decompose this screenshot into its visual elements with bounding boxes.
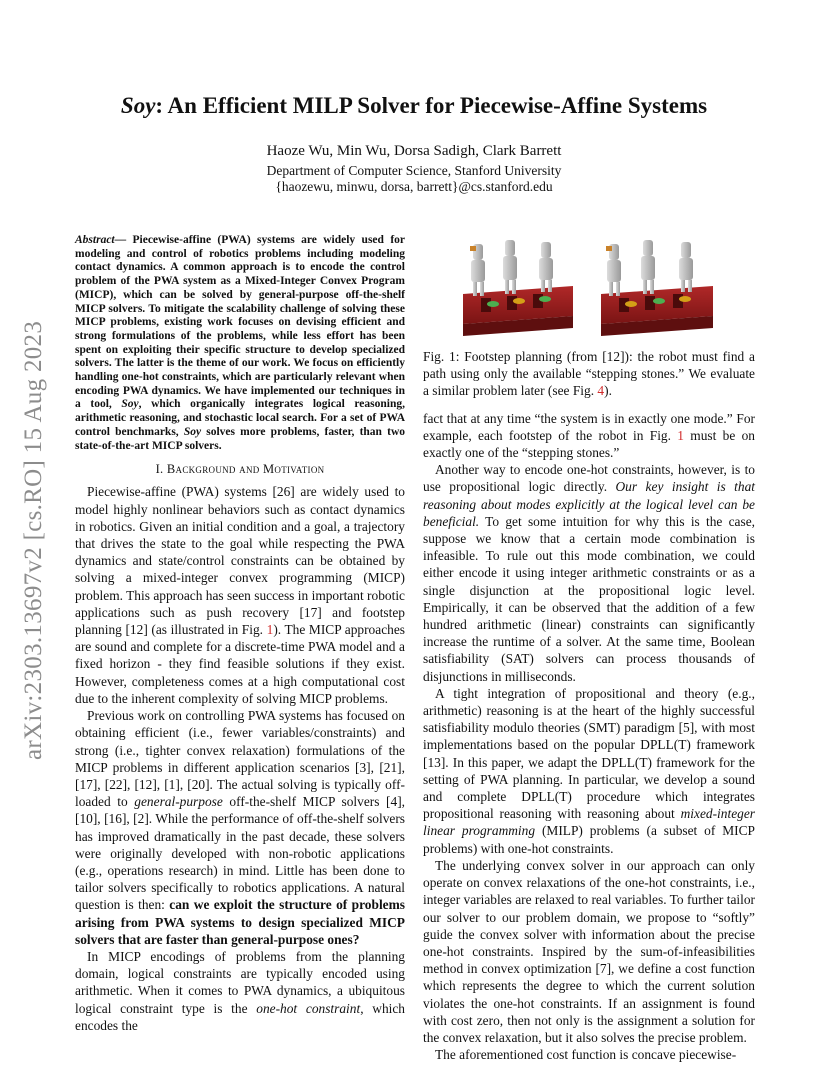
left-column [75, 234, 405, 1034]
emphasis-text: general-purpose [134, 794, 223, 810]
abstract-label: Abstract [75, 234, 115, 246]
author-emails: {haozewu, minwu, dorsa, barrett}@cs.stanford.edu [275, 179, 553, 194]
author-list: Haoze Wu, Min Wu, Dorsa Sadigh, Clark Barrett [266, 143, 562, 159]
emphasis-text: mixed-integer linear programming [423, 806, 755, 839]
scene-right [601, 240, 713, 336]
abstract-tool-name: Soy [121, 398, 139, 411]
figure-reference-link[interactable]: 1 [266, 622, 274, 638]
paragraph-text: off-the-shelf MICP solvers [4], [10], [16], [2]. While the performance of off-the-shelf solvers has improved dramatically in the past decade, these solvers were originally developed with non-robotic applications (e.g., operations research) in mind. Little has been done to tailor solvers specifically to robotics applications. A natural question is then: [75, 794, 405, 913]
caption-text: Fig. 1: Footstep planning (from [12]): the robot must find a path using only the available “stepping stones.” We evaluate a similar problem later (see Fig. [423, 349, 755, 399]
section-heading [75, 461, 405, 478]
right-column [423, 234, 755, 1063]
paragraph-text: A tight integration of propositional and theory (e.g., arithmetic) reasoning is at the heart of the highly successful satisfiability modulo theories (SMT) paradigm [5], with most implementations based on the popular DPLL(T) framework [13]. In this paper, we adapt the DPLL(T) framework for the setting of PWA planning. In particular, we develop a sound and complete DPLL(T) procedure which integrates propositional reasoning with reasoning about [423, 685, 755, 822]
figure-caption [423, 348, 755, 400]
scene-left [463, 240, 573, 336]
emphasis-text: one-hot constraint [256, 1000, 361, 1016]
paragraph-text: Another way to encode one-hot constraints, however, is to use propositional logic directly. [423, 462, 755, 495]
figure-footstep-planning [423, 234, 755, 342]
abstract-text-3: solves more problems, faster, than two state-of-the-art MICP solvers. [75, 425, 406, 452]
paragraph-text: Previous work on controlling PWA systems has focused on obtaining efficient (i.e., fewer variables/constraints) and strong (i.e., tighter convex relaxation) formulations of the MICP problems in different application scenarios [3], [21], [17], [22], [12], [1], [20]. The actual solving is typically off-loaded to [75, 708, 405, 810]
affiliation: Department of Computer Science, Stanford University [266, 163, 562, 178]
paragraph [75, 483, 405, 707]
title-tool-name: Soy [120, 93, 156, 118]
paragraph-text: The underlying convex solver in our approach can only operate on convex relaxations of the one-hot constraints, i.e., integer variables are relaxed to real variables. To further tailor our solver to our problem domain, we propose to “softly” guide the convex solver with information about the precise one-hot constraints. Inspired by the sum-of-infeasibilities method in convex optimization [7], we define a cost function which represents the degree to which the current solution violates the one-hot constraints. If an assignment is found with cost zero, then not only is the assignment a solution for the convex relaxation, but it also solves the precise problem. [423, 857, 755, 1045]
paragraph-text: , which encodes the [75, 1000, 406, 1033]
paragraph-text: The aforementioned cost function is concave piecewise- [435, 1047, 737, 1063]
abstract [75, 234, 405, 453]
arxiv-identifier: arXiv:2303.13697v2 [cs.RO] 15 Aug 2023 [20, 320, 47, 760]
abstract-text-2: , which organically integrates logical reasoning, arithmetic reasoning, and stochastic local search. For a set of PWA control benchmarks, [75, 398, 405, 438]
abstract-text-1: — Piecewise-affine (PWA) systems are widely used for modeling and control of robotics problems including modeling contact dynamics. A common approach is to encode the control problem of the PWA system as a Mixed-Integer Convex Program (MICP), which can be solved by general-purpose off-the-shelf MICP solvers. To mitigate the scalability challenge of solving these MICP problems, existing work focuses on devising efficient and strong formulations of the problems, while less effort has been spent on exploiting their specific structure to develop specialized solvers. The latter is the theme of our work. We focus on efficiently handling one-hot constraints, which are particularly relevant when encoding PWA dynamics. We have implemented our techniques in a tool, [75, 234, 405, 411]
paragraph-text: must be on exactly one of the “stepping stones.” [423, 427, 755, 461]
caption-text: ). [604, 383, 612, 399]
abstract-tool-name: Soy [183, 425, 202, 438]
paragraph [423, 685, 755, 857]
key-insight: Our key insight is that reasoning about modes explicitly at the logical level can be beneficial. [423, 479, 755, 529]
paragraph [423, 410, 755, 462]
paragraph-text: In MICP encodings of problems from the planning domain, logical constraints are typically encoded using arithmetic. When it comes to PWA dynamics, a ubiquitous logical constraint type is the [75, 948, 405, 1016]
paragraph-text: fact that at any time “the system is in exactly one mode.” For example, each footstep of the robot in Fig. [423, 410, 755, 443]
research-question: can we exploit the structure of problems arising from PWA systems to design specialized MICP solvers that are faster than general-purpose ones? [75, 897, 405, 947]
paragraph [423, 461, 755, 685]
paragraph [75, 707, 405, 948]
title-rest: : An Efficient MILP Solver for Piecewise-Affine Systems [155, 93, 708, 118]
paragraph [423, 1046, 755, 1063]
paragraph-text: ). The MICP approaches are sound and complete for a discrete-time PWA model and a fixed horizon - they find feasible solutions if they exist. However, completeness comes at a high computational cost due to the inherent complexity of solving MICP problems. [75, 622, 405, 706]
paragraph [423, 857, 755, 1046]
robot-stepping-stones-illustration [423, 234, 755, 342]
section-title: Background and Motivation [166, 462, 325, 477]
figure-reference-link[interactable]: 4 [597, 383, 605, 399]
section-number: I. [155, 462, 167, 477]
paper-title [0, 93, 828, 119]
figure-reference-link[interactable]: 1 [677, 427, 684, 443]
paragraph-text: To get some intuition for why this is the case, suppose we know that a certain mode combination is infeasible. To rule out this mode combination, we could either encode it using integer arithmetic constraints or as a single disjunction at the propositional logic level. Empirically, it can be observed that the addition of a few hundred arithmetic (linear) constraints can significantly increase the runtime of a solver. At the same time, Boolean satisfiability (SAT) solvers can process thousands of disjunctions in milliseconds. [423, 513, 755, 684]
paragraph-text: Piecewise-affine (PWA) systems [26] are widely used to model highly nonlinear behaviors such as contact dynamics in robotics. Given an initial condition and a goal, a trajectory that drives the state to the goal while respecting the PWA dynamics and state/control constraints can be obtained by solving a mixed-integer convex programming (MICP) problem. This approach has seen success in important robotic applications such as push recovery [17] and footstep planning [12] (as illustrated in Fig. [75, 484, 405, 638]
paragraph [75, 948, 405, 1034]
paragraph-text: (MILP) problems (a subset of MICP problems) with one-hot constraints. [423, 823, 755, 856]
